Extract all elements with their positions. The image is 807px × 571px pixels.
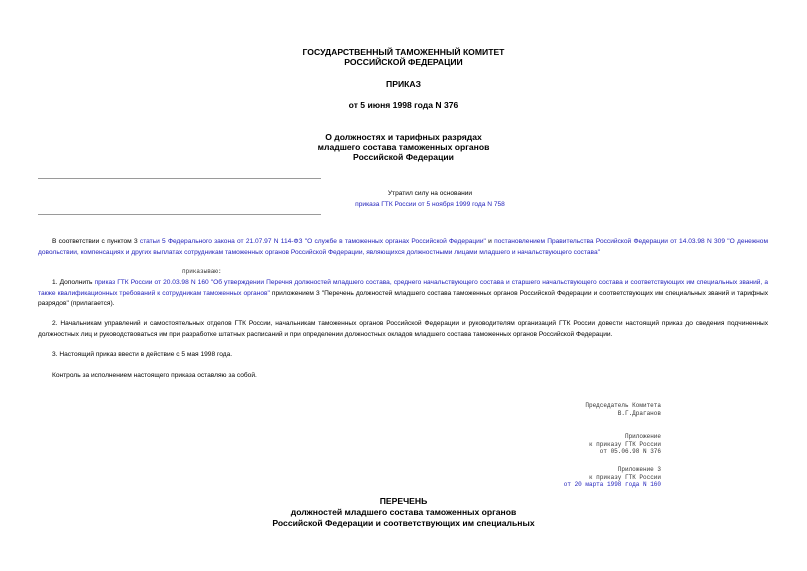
paragraph-3: 3. Настоящий приказ ввести в действие с 5 мая 1998 года. xyxy=(52,351,233,358)
appendix3-ref-line1: Приложение 3 xyxy=(617,466,661,473)
paragraph-preamble xyxy=(38,237,768,258)
doc-subject-line3: Российской Федерации xyxy=(353,152,454,162)
doc-type: ПРИКАЗ xyxy=(386,79,421,89)
paragraph-control: Контроль за исполнением настоящего приказа оставляю за собой. xyxy=(52,372,257,379)
paragraph-2: 2. Начальникам управлений и самостоятельных отделов ГТК России, начальникам таможенных органов Российской Федерации и руководителям организаций ГТК России довести настоящий приказ до сведения подчиненных должностных лиц и руководствоваться им при разработке штатных расписаний и при определении должностных окладов младшего состава таможенных органов Российской Федерации. xyxy=(38,320,768,338)
signature-name: В.Г.Драганов xyxy=(617,409,661,417)
divider-bottom xyxy=(38,214,321,215)
paragraph-1 xyxy=(38,278,768,310)
order-word: приказываю: xyxy=(182,268,222,275)
appendix-ref-line1: Приложение xyxy=(624,433,661,440)
org-name-line1: ГОСУДАРСТВЕННЫЙ ТАМОЖЕННЫЙ КОМИТЕТ xyxy=(302,47,505,57)
divider-top xyxy=(38,178,321,179)
status-note-link[interactable]: приказа ГТК России от 5 ноября 1999 года N 758 xyxy=(355,201,505,208)
signature-block xyxy=(585,402,661,417)
doc-subject-line2: младшего состава таможенных органов xyxy=(317,142,490,152)
appendix3-ref-link[interactable]: от 20 марта 1998 года N 160 xyxy=(563,481,661,489)
appendix3-reference xyxy=(564,466,661,489)
doc-subject-line1: О должностях и тарифных разрядах xyxy=(325,132,482,142)
law-link[interactable]: статьи 5 Федерального закона от 21.07.97 N 114-ФЗ "О службе в таможенных органах Российской Федерации" xyxy=(139,238,486,245)
signature-position: Председатель Комитета xyxy=(585,402,661,409)
decree-link[interactable]: постановлением Правительства Российской Федерации от 14.03.98 N 309 "О денежном довольствии, компенсациях и других выплатах сотрудникам таможенных органов Российской Федерации, являющихся должностными лицами младшего и начальствующего состава" xyxy=(38,238,768,256)
doc-date: от 5 июня 1998 года N 376 xyxy=(348,100,459,110)
list-title-line3: Российской Федерации и соответствующих им специальных xyxy=(272,518,535,528)
preamble-text-1: В соответствии с пунктом 3 xyxy=(52,238,140,245)
appendix-reference xyxy=(589,433,661,456)
para1-text-1: 1. Дополнить xyxy=(52,279,95,286)
appendix-ref-line3: от 05.06.98 N 376 xyxy=(599,448,661,456)
order-160-link[interactable]: приказ ГТК России от 20.03.98 N 160 "Об утверждении Перечня должностей младшего состава, среднего начальствующего состава и старшего начальствующего состава и соответствующих им специальных званий, а также квалификационных требований к сотрудникам таможенных органов" xyxy=(38,279,768,297)
list-title-line1: ПЕРЕЧЕНЬ xyxy=(379,496,428,506)
appendix3-ref-line2: к приказу ГТК России xyxy=(588,473,661,481)
para1-text-2: приложением 3 "Перечень должностей младшего состава таможенных органов Российской Федерации и соответствующих им специальных званий и тарифных разрядов" (прилагается). xyxy=(38,289,768,308)
status-note-text: Утратил силу на основании xyxy=(387,190,473,197)
org-name-line2: РОССИЙСКОЙ ФЕДЕРАЦИИ xyxy=(344,57,463,67)
appendix-ref-line2: к приказу ГТК России xyxy=(588,440,661,448)
preamble-text-2: и xyxy=(485,238,495,245)
list-title-line2: должностей младшего состава таможенных органов xyxy=(290,507,517,517)
